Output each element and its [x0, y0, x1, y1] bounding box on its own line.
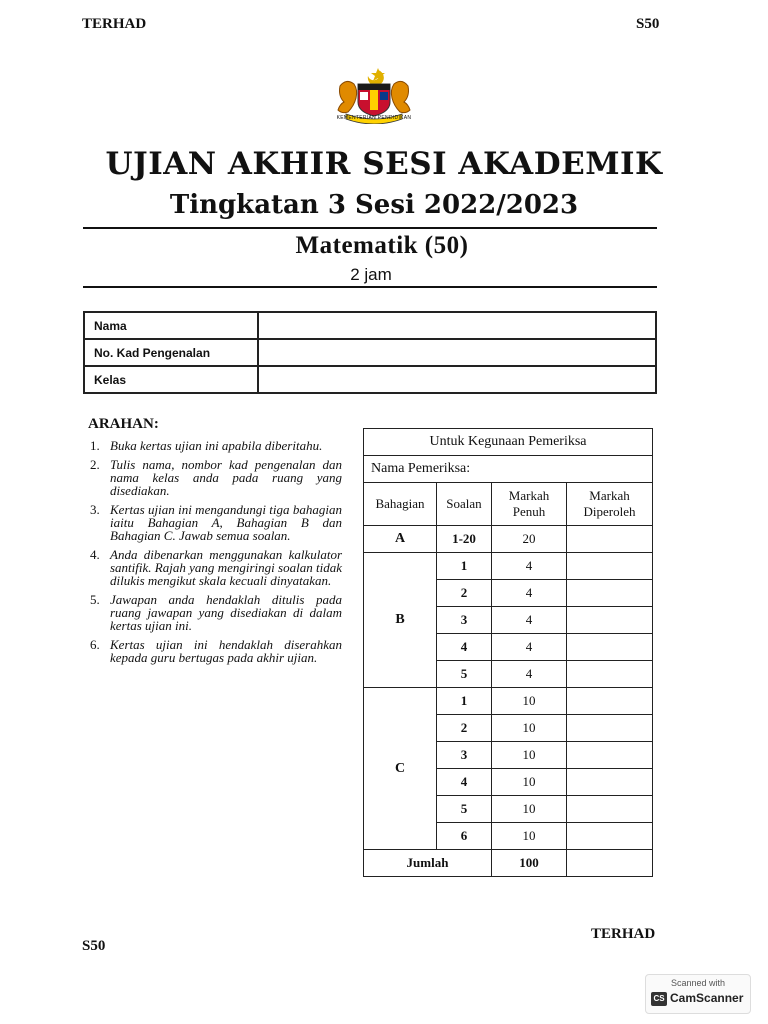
- obtained-marks-cell[interactable]: [567, 742, 653, 769]
- column-header: Soalan: [437, 483, 492, 526]
- question-number: 3: [437, 607, 492, 634]
- total-obtained-cell[interactable]: [567, 850, 653, 877]
- obtained-marks-cell[interactable]: [567, 715, 653, 742]
- exam-duration: 2 jam: [350, 265, 392, 284]
- question-number: 1-20: [437, 526, 492, 553]
- question-number: 2: [437, 580, 492, 607]
- full-marks: 10: [492, 715, 567, 742]
- question-number: 4: [437, 634, 492, 661]
- field-label: Nama: [84, 312, 258, 339]
- table-title-row: [364, 429, 653, 456]
- question-number: 1: [437, 553, 492, 580]
- instruction-text: Jawapan anda hendaklah ditulis pada ruang jawapan yang disediakan di dalam kertas ujian ini.: [110, 592, 342, 633]
- instruction-item: [90, 548, 342, 587]
- total-label: Jumlah: [364, 850, 492, 877]
- question-number: 5: [437, 796, 492, 823]
- full-marks: 4: [492, 661, 567, 688]
- obtained-marks-cell[interactable]: [567, 526, 653, 553]
- instructions-list: [90, 439, 342, 670]
- candidate-row-ic: [84, 339, 656, 366]
- header-paper-code: S50: [636, 16, 660, 32]
- instruction-number: 3.: [90, 502, 100, 517]
- candidate-row-name: [84, 312, 656, 339]
- question-number: 6: [437, 823, 492, 850]
- obtained-marks-cell[interactable]: [567, 796, 653, 823]
- full-marks: 10: [492, 823, 567, 850]
- examiner-name-row: [364, 456, 653, 483]
- instruction-number: 1.: [90, 438, 100, 453]
- examiner-marks-table: [363, 428, 653, 877]
- class-field[interactable]: [258, 366, 656, 393]
- name-field[interactable]: [258, 312, 656, 339]
- table-row: [364, 526, 653, 553]
- column-header: Bahagian: [364, 483, 437, 526]
- total-row: [364, 850, 653, 877]
- instruction-number: 6.: [90, 637, 100, 652]
- full-marks: 4: [492, 634, 567, 661]
- obtained-marks-cell[interactable]: [567, 607, 653, 634]
- scanner-brand: CamScanner: [670, 991, 744, 1005]
- full-marks: 10: [492, 796, 567, 823]
- table-header-row: [364, 483, 653, 526]
- obtained-marks-cell[interactable]: [567, 823, 653, 850]
- exam-title: UJIAN AKHIR SESI AKADEMIK: [105, 146, 663, 182]
- instruction-text: Buka kertas ujian ini apabila diberitahu.: [110, 438, 323, 453]
- examiner-name-field[interactable]: Nama Pemeriksa:: [364, 456, 653, 483]
- question-number: 3: [437, 742, 492, 769]
- table-title: Untuk Kegunaan Pemeriksa: [364, 429, 653, 456]
- instruction-number: 4.: [90, 547, 100, 562]
- table-row: [364, 688, 653, 715]
- section-label: B: [364, 553, 437, 688]
- field-label: Kelas: [84, 366, 258, 393]
- obtained-marks-cell[interactable]: [567, 769, 653, 796]
- obtained-marks-cell[interactable]: [567, 580, 653, 607]
- header-classification: TERHAD: [82, 16, 147, 32]
- full-marks: 10: [492, 769, 567, 796]
- section-label: A: [364, 526, 437, 553]
- table-row: [364, 553, 653, 580]
- subject-title: Matematik (50): [295, 232, 469, 259]
- obtained-marks-cell[interactable]: [567, 634, 653, 661]
- footer-paper-code: S50: [82, 938, 106, 954]
- full-marks: 4: [492, 607, 567, 634]
- camscanner-watermark: [645, 974, 751, 1014]
- candidate-info-table: [83, 311, 657, 394]
- scanner-caption: Scanned with: [670, 978, 726, 988]
- footer-classification: TERHAD: [591, 926, 656, 942]
- title-divider-bottom: [83, 286, 657, 288]
- column-header: Markah Penuh: [492, 483, 567, 526]
- question-number: 5: [437, 661, 492, 688]
- instruction-text: Kertas ujian ini mengandungi tiga bahagian iaitu Bahagian A, Bahagian B dan Bahagian C. Jawab semua soalan.: [110, 502, 342, 543]
- instruction-item: [90, 638, 342, 664]
- title-divider-top: [83, 227, 657, 229]
- obtained-marks-cell[interactable]: [567, 661, 653, 688]
- field-label: No. Kad Pengenalan: [84, 339, 258, 366]
- ministry-caption: KEMENTERIAN PENDIDIKAN: [336, 115, 412, 121]
- candidate-row-class: [84, 366, 656, 393]
- instructions-title: ARAHAN:: [88, 416, 159, 432]
- obtained-marks-cell[interactable]: [567, 553, 653, 580]
- full-marks: 4: [492, 553, 567, 580]
- ic-number-field[interactable]: [258, 339, 656, 366]
- instruction-number: 5.: [90, 592, 100, 607]
- instruction-item: [90, 458, 342, 497]
- instruction-text: Tulis nama, nombor kad pengenalan dan nama kelas anda pada ruang yang disediakan.: [110, 457, 342, 498]
- question-number: 4: [437, 769, 492, 796]
- question-number: 1: [437, 688, 492, 715]
- total-full-marks: 100: [492, 850, 567, 877]
- section-label: C: [364, 688, 437, 850]
- full-marks: 10: [492, 742, 567, 769]
- instruction-item: [90, 439, 342, 452]
- full-marks: 10: [492, 688, 567, 715]
- instruction-text: Kertas ujian ini hendaklah diserahkan kepada guru bertugas pada akhir ujian.: [110, 637, 342, 665]
- camscanner-logo-icon: CS: [651, 992, 667, 1006]
- instruction-text: Anda dibenarkan menggunakan kalkulator santifik. Rajah yang mengiringi soalan tidak dilukis mengikut skala kecuali dinyatakan.: [110, 547, 342, 588]
- question-number: 2: [437, 715, 492, 742]
- exam-subtitle: Tingkatan 3 Sesi 2022/2023: [169, 190, 579, 220]
- obtained-marks-cell[interactable]: [567, 688, 653, 715]
- full-marks: 20: [492, 526, 567, 553]
- instruction-item: [90, 503, 342, 542]
- full-marks: 4: [492, 580, 567, 607]
- instruction-number: 2.: [90, 457, 100, 472]
- instruction-item: [90, 593, 342, 632]
- column-header: Markah Diperoleh: [567, 483, 653, 526]
